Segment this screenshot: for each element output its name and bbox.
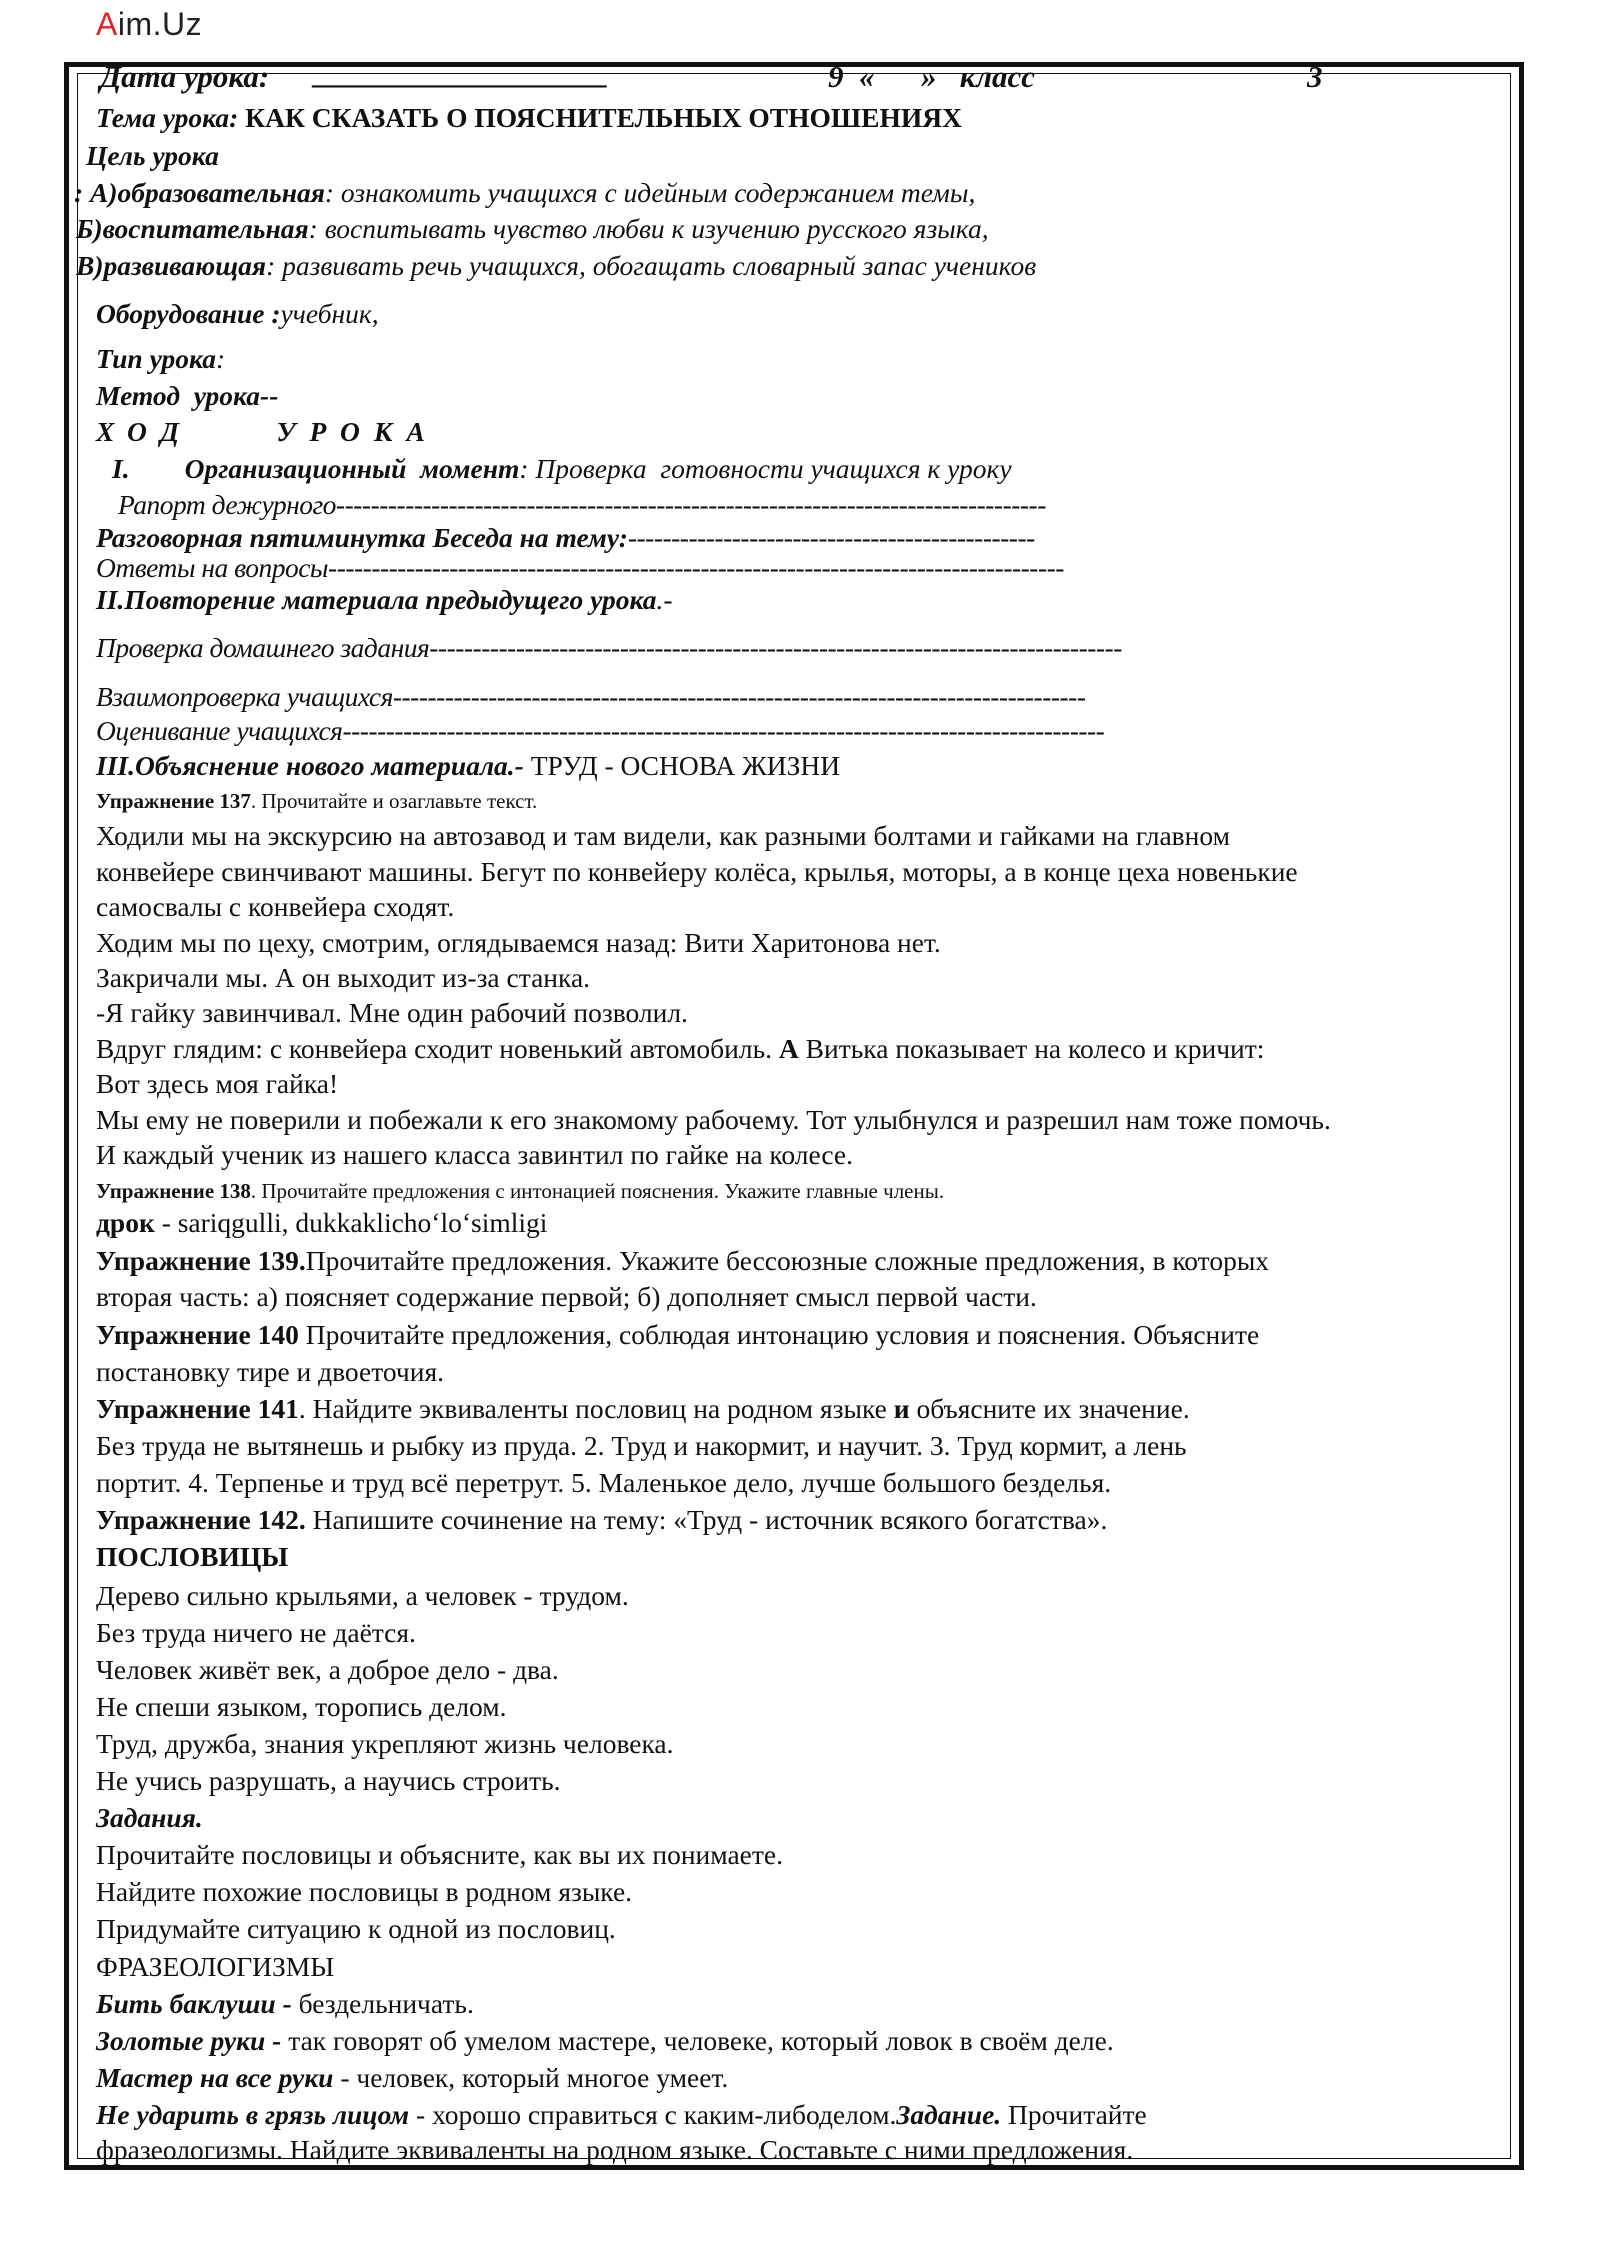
task-1: Прочитайте пословицы и объясните, как вы их понимаете. [96,1839,783,1870]
homework-check: Проверка домашнего задания-------------------------------------------------------------------------------- [96,632,1122,663]
ex141-text-b: объясните их значение. [909,1393,1190,1424]
equipment-value: учебник, [280,298,379,329]
task-2: Найдите похожие пословицы в родном языке. [96,1876,633,1907]
vocab-line [96,1206,547,1240]
idiom-3 [96,2061,728,2095]
review-line [96,583,673,617]
idiom-3-def: - человек, который многое умеет. [333,2062,729,2093]
ex138-label: Упражнение 138 [96,1179,251,1203]
ex141-line-3: портит. 4. Терпенье и труд всё перетрут. 5. Маленькое дело, лучше большого безделья. [96,1467,1112,1498]
story-line-2: конвейере свинчивают машины. Бегут по конвейеру колёса, крылья, моторы, а в конце цеха новенькие [96,856,1298,887]
idiom-3-term: Мастер на все руки [96,2062,334,2093]
org-moment-num: I. [112,453,130,484]
idiom-4 [96,2098,1147,2132]
class-text: 9 « » класс [828,59,1036,94]
vocab-word: дрок [96,1207,155,1238]
ex141-line [96,1392,1190,1426]
ex140-line-2: постановку тире и двоеточия. [96,1356,444,1387]
proverb-4: Не спеши языком, торопись делом. [96,1691,507,1722]
goals-title: Цель урока [86,140,219,171]
equipment-label: Оборудование : [96,298,281,329]
proverb-3: Человек живёт век, а доброе дело - два. [96,1654,559,1685]
duty-report: Рапорт дежурного---------------------------------------------------------------------------------- [118,489,1046,520]
idiom-4-task-label: Задание. [896,2099,1002,2130]
ex139-line-2: вторая часть: а) поясняет содержание первой; б) дополняет смысл первой части. [96,1281,1037,1312]
story-line-7a: Вдруг глядим: с конвейера сходит новенький автомобиль. [96,1033,779,1064]
review-suffix: .- [656,584,673,615]
proverb-5: Труд, дружба, знания укрепляют жизнь человека. [96,1728,674,1759]
logo-accent: A [96,6,118,42]
grading-line: Оценивание учащихся---------------------------------------------------------------------------------------- [96,715,1105,746]
idiom-4-term: Не ударить в грязь лицом [96,2099,410,2130]
date-label: Дата урока: [100,59,270,94]
class-number: 3 [1307,59,1323,94]
site-logo[interactable] [96,6,202,43]
proverbs-title: ПОСЛОВИЦЫ [96,1541,289,1572]
idioms-title: ФРАЗЕОЛОГИЗМЫ [96,1951,335,1982]
goal-developmental [76,249,1036,283]
idiom-task-line: фразеологизмы. Найдите эквиваленты на родном языке. Составьте с ними предложения. [96,2134,1134,2165]
story-line-5: Закричали мы. А он выходит из-за станка. [96,962,591,993]
talk-line [96,521,1035,555]
ex142-label: Упражнение 142. [96,1504,306,1535]
idiom-4-def: - хорошо справиться с каким-либоделом. [409,2099,897,2130]
goal-educational [74,176,975,210]
logo-rest: im.Uz [117,6,203,42]
goal-upbringing [76,212,989,246]
story-line-4: Ходим мы по цеху, смотрим, оглядываемся назад: Вити Харитонова нет. [96,927,941,958]
ex137-text: . Прочитайте и озаглавьте текст. [250,789,538,813]
answers-line: Ответы на вопросы------------------------------------------------------------------------------------- [96,552,1064,583]
proverb-2: Без труда ничего не даётся. [96,1617,416,1648]
vocab-text: - sariqgulli, dukkaklicho‘lo‘simligi [154,1207,548,1238]
story-line-7b: А [778,1033,799,1064]
story-line-6: -Я гайку завинчивал. Мне один рабочий позволил. [96,997,688,1028]
ex141-label: Упражнение 141 [96,1393,299,1424]
proverb-1: Дерево сильно крыльями, а человек - трудом. [96,1580,629,1611]
lesson-type-line [96,342,225,376]
ex137-line [96,784,537,818]
idiom-2 [96,2024,1114,2058]
ex137-label: Упражнение 137 [96,789,251,813]
story-line-10: И каждый ученик из нашего класса завинтил по гайке на колесе. [96,1139,854,1170]
ex139-text: Прочитайте предложения. Укажите бессоюзные сложные предложения, в которых [305,1245,1270,1276]
equipment-line [96,297,379,331]
ex138-line [96,1174,944,1208]
review-label: II.Повторение материала предыдущего урока [96,584,657,615]
new-material-label: III.Объяснение нового материала.- [96,750,524,781]
ex139-label: Упражнение 139. [96,1245,306,1276]
story-line-1: Ходили мы на экскурсию на автозавод и там видели, как разными болтами и гайками на главном [96,820,1230,851]
date-blank: ___________________ [312,55,607,90]
task-3: Придумайте ситуацию к одной из пословиц. [96,1913,616,1944]
ex142-line [96,1503,1107,1537]
story-line-8: Вот здесь моя гайка! [96,1068,339,1099]
tasks-title: Задания. [96,1802,203,1833]
story-line-3: самосвалы с конвейера сходят. [96,891,455,922]
ex141-line-2: Без труда не вытянешь и рыбку из пруда. 2. Труд и накормит, и научит. 3. Труд кормит, а лень [96,1430,1187,1461]
idiom-1 [96,1987,474,2021]
topic-value: КАК СКАЗАТЬ О ПОЯСНИТЕЛЬНЫХ ОТНОШЕНИЯХ [245,102,962,133]
idiom-2-term: Золотые руки - [96,2025,282,2056]
new-material-line [96,749,840,783]
lesson-type-label: Тип урока [96,343,216,374]
goal-educational-label: : А)образовательная [74,177,325,208]
goal-developmental-text: : развивать речь учащихся, обогащать словарный запас учеников [266,250,1037,281]
lesson-type-value: : [215,343,226,374]
ex140-label: Упражнение 140 [96,1319,299,1350]
goal-developmental-label: В)развивающая [76,250,267,281]
org-moment-label: Организационный момент [184,453,520,484]
topic-label: Тема урока: [96,102,239,133]
org-moment-text: : Проверка готовности учащихся к уроку [519,453,1012,484]
method-label: Метод урока-- [96,380,279,411]
ex140-text: Прочитайте предложения, соблюдая интонацию условия и пояснения. Объясните [298,1319,1260,1350]
idiom-1-term: Бить баклуши - [96,1988,292,2019]
idiom-2-def: так говорят об умелом мастере, человеке, который ловок в своём деле. [281,2025,1114,2056]
proverb-6: Не учись разрушать, а научись строить. [96,1765,561,1796]
org-moment-line [112,452,1012,486]
topic-line [96,101,962,135]
ex138-text: . Прочитайте предложения с интонацией пояснения. Укажите главные члены. [250,1179,945,1203]
ex141-text-a: . Найдите эквиваленты пословиц на родном языке [298,1393,894,1424]
ex142-text: Напишите сочинение на тему: «Труд - источник всякого богатства». [305,1504,1108,1535]
idiom-4-task: Прочитайте [1001,2099,1147,2130]
goal-educational-text: : ознакомить учащихся с идейным содержанием темы, [324,177,976,208]
story-line-7c: Витька показывает на колесо и кричит: [798,1033,1265,1064]
talk-dashes: ----------------------------------------------- [627,522,1035,553]
peer-check: Взаимопроверка учащихся-------------------------------------------------------------------------------- [96,681,1086,712]
talk-label: Разговорная пятиминутка Беседа на тему: [96,522,628,553]
idiom-1-def: бездельничать. [291,1988,474,2019]
new-material-title: ТРУД - ОСНОВА ЖИЗНИ [523,750,841,781]
ex141-bold-and: и [893,1393,910,1424]
ex139-line [96,1244,1269,1278]
course-title: ХОД УРОКА [96,416,439,447]
story-line-7 [96,1032,1264,1066]
goal-upbringing-label: Б)воспитательная [76,213,309,244]
story-line-9: Мы ему не поверили и побежали к его знакомому рабочему. Тот улыбнулся и разрешил нам тоже помочь. [96,1104,1331,1135]
goal-upbringing-text: : воспитывать чувство любви к изучению русского языка, [308,213,989,244]
ex140-line [96,1318,1259,1352]
